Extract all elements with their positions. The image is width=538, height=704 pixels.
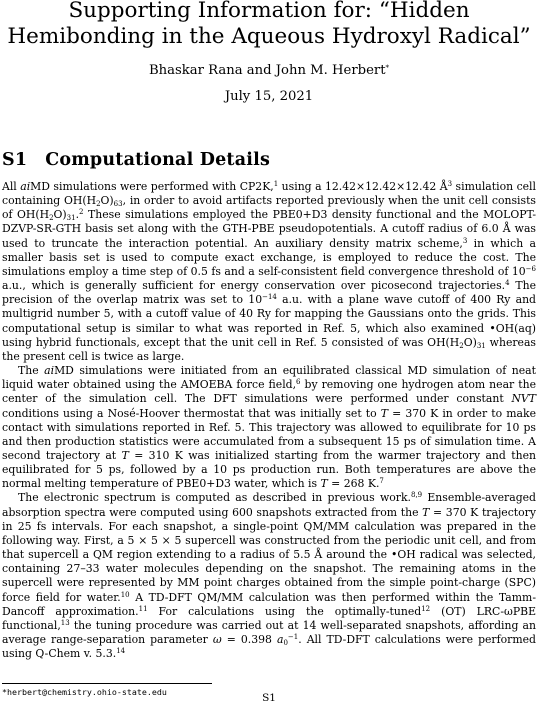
publication-date: July 15, 2021 (224, 89, 314, 104)
paragraph-1: All aiMD simulations were performed with CP2K,$^1$ using a 12.42×12.42×12.42 $Å^3$ simulation cell containing $OH(H_2O)_{63}$, in order to avoid artifacts reported previously when the unit cell consists of $OH(H_2O)_{31}.^2$ These simulations employed the PBE0+D3 density functional and the MOLOPT-DZVP-SR-GTH basis set along with the GTH-PBE pseudopotentials. A cutoff radius of 6.0 Å was used to truncate the interaction potential. An auxiliary density matrix scheme,$^3$ in which a smaller basis set is used to compute exact exchange, is employed to reduce the cost. The simulations employ a time step of 0.5 fs and a self-consistent field convergence threshold of $10^{-6}$ a.u., which is generally sufficient for energy conservation over picosecond trajectories.$^4$ The precision of the overlap matrix was set to $10^{-14}$ a.u. with a plane wave cutoff of 400 Ry and multigrid number 5, with a cutoff value of 40 Ry for mapping the Gaussians onto the grids. This computational setup is similar to what was reported in Ref. 5, which also examined •OH(aq) using hybrid functionals, except that the unit cell in Ref. 5 consisted of was $OH(H_2O)_{31}$ whereas the present cell is twice as large. (2, 180, 537, 363)
footnote-rule (2, 683, 212, 684)
section-title: Computational Details (45, 150, 271, 170)
paragraph-2: The aiMD simulations were initiated from an equilibrated classical MD simulation of neat liquid water obtained using the AMOEBA force field,$^6$ by removing one hydrogen atom near the center of the simulation cell. The DFT simulations were performed under constant NVT conditions using a Nosé-Hoover thermostat that was initially set to T = 370 K in order to make contact with simulations reported in Ref. 5. This trajectory was allowed to equilibrate for 10 ps and then production statistics were accumulated from a subsequent 15 ps of simulation time. A second trajectory at T = 310 K was initialized starting from the warmer trajectory and then equilibrated for 5 ps, followed by a 10 ps production run. Both temperatures are above the normal melting temperature of PBE0+D3 water, which is T = 268 K.$^7$ (2, 364, 536, 491)
page-number: S1 (262, 692, 276, 704)
paragraph-3: The electronic spectrum is computed as described in previous work.$^{8,9}$ Ensemble-averaged absorption spectra were computed using 600 snapshots extracted from the T = 370 K trajectory in 25 fs intervals. For each snapshot, a single-point QM/MM calculation was prepared in the following way. First, a 5 × 5 × 5 supercell was constructed from the periodic unit cell, and from that supercell a QM region extending to a radius of 5.5 Å around the •OH radical was selected, containing 27–33 water molecules depending on the snapshot. The remaining atoms in the supercell were represented by MM point charges obtained from the simple point-charge (SPC) force field for water.$^{10}$ A TD-DFT QM/MM calculation was then performed within the Tamm-Dancoff approximation.$^{11}$ For calculations using the optimally-tuned$^{12}$ (OT) LRC-ωPBE functional,$^{13}$ the tuning procedure was carried out at 14 well-separated snapshots, affording an average range-separation parameter ω = 0.398 $a_0^{-1}$. All TD-DFT calculations were performed using Q-Chem v. 5.3.14 (2, 491, 537, 661)
section-number: S1 (2, 150, 28, 170)
author-list: Bhaskar Rana and John M. Herbert* (148, 63, 390, 78)
paper-title: Supporting Information for: “Hidden Hemibonding in the Aqueous Hydroxyl Radical” (7, 0, 531, 49)
section-body (2, 180, 536, 661)
footnote-email: *herbert@chemistry.ohio-state.edu (2, 687, 167, 697)
section-heading (2, 150, 270, 170)
